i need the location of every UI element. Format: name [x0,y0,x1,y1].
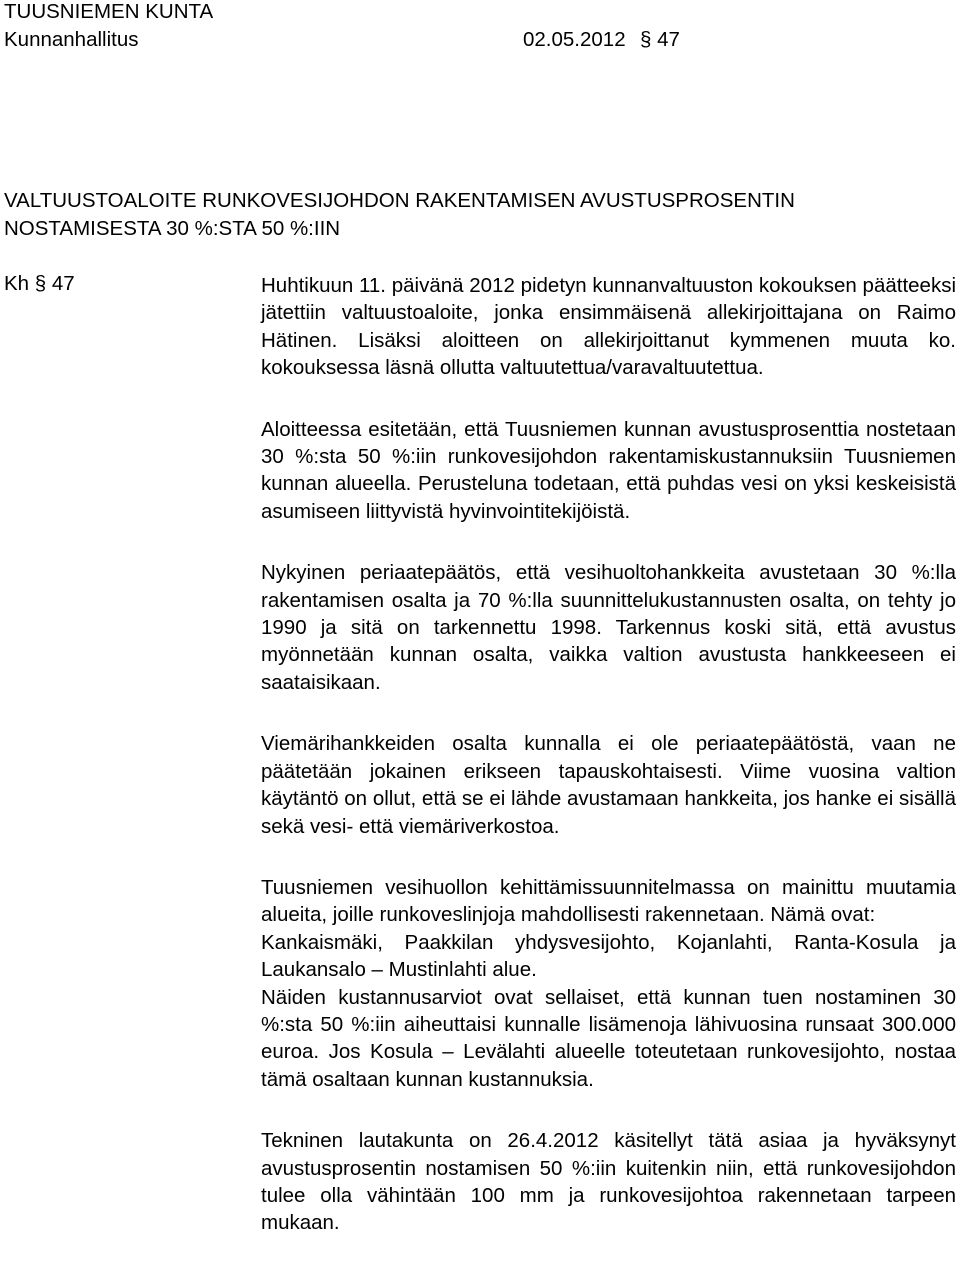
paragraph-2: Aloitteessa esitetään, että Tuusniemen kunnan avustusprosenttia nostetaan 30 %:sta 50 %:iin runkovesijohdon rakentamiskustannuksiin Tuusniemen kunnan alueella. Perusteluna todetaan, että puhdas vesi on yksi keskeisistä asumiseen liittyvistä hyvinvointitekijöistä. [261,417,956,523]
paragraph-4: Viemärihankkeiden osalta kunnalla ei ole periaatepäätöstä, vaan ne päätetään jokainen erikseen tapauskohtaisesti. Viime vuosina valtion käytäntö on ollut, että se ei lähde avustamaan hankkeita, jos hanke ei sisällä sekä vesi- että viemäriverkostoa. [261,732,956,838]
section-number: § 47 [640,28,680,51]
document-title-line-1: VALTUUSTOALOITE RUNKOVESIJOHDON RAKENTAMISEN AVUSTUSPROSENTIN [4,189,795,212]
paragraph-8: Tekninen lautakunta on 26.4.2012 käsitellyt tätä asiaa ja hyväksynyt avustusprosentin nostamisen 50 %:iin kuitenkin niin, että runkovesijohdon tulee olla vähintään 100 mm ja runkovesijohtoa rakennetaan tarpeen mukaan. [261,1129,956,1235]
paragraph-5: Tuusniemen vesihuollon kehittämissuunnitelmassa on mainittu muutamia alueita, joille runkoveslinjoja mahdollisesti rakennetaan. Nämä ovat: [261,875,956,927]
paragraph-3: Nykyinen periaatepäätös, että vesihuoltohankkeita avustetaan 30 %:lla rakentamisen osalta ja 70 %:lla suunnittelukustannusten osalta, on tehty jo 1990 ja sitä on tarkennettu 1998. Tarkennus koski sitä, että avustus myönnetään kunnan osalta, vaikka valtion avustusta hankkeeseen ei saataisikaan. [261,561,956,694]
section-label: Kh § 47 [4,272,75,295]
document-body [261,272,956,1237]
organization-name: TUUSNIEMEN KUNTA [4,0,214,23]
body-name: Kunnanhallitus [4,28,139,51]
document-title-line-2: NOSTAMISESTA 30 %:STA 50 %:IIN [4,217,341,240]
paragraph-7: Näiden kustannusarviot ovat sellaiset, että kunnan tuen nostaminen 30 %:sta 50 %:iin aiheuttaisi kunnalle lisämenoja lähivuosina runsaat 300.000 euroa. Jos Kosula – Levälahti alueelle toteutetaan runkovesijohto, nostaa tämä osaltaan kunnan kustannuksia. [261,985,956,1091]
paragraph-1: Huhtikuun 11. päivänä 2012 pidetyn kunnanvaltuuston kokouksen päätteeksi jätettiin valtuustoaloite, jonka ensimmäisenä allekirjoittajana on Raimo Hätinen. Lisäksi aloitteen on allekirjoittanut kymmenen muuta ko. kokouksessa läsnä ollutta valtuutettua/varavaltuutettua. [261,274,956,380]
paragraph-6: Kankaismäki, Paakkilan yhdysvesijohto, Kojanlahti, Ranta-Kosula ja Laukansalo – Mustinlahti alue. [261,930,956,982]
meeting-date: 02.05.2012 [523,28,626,51]
